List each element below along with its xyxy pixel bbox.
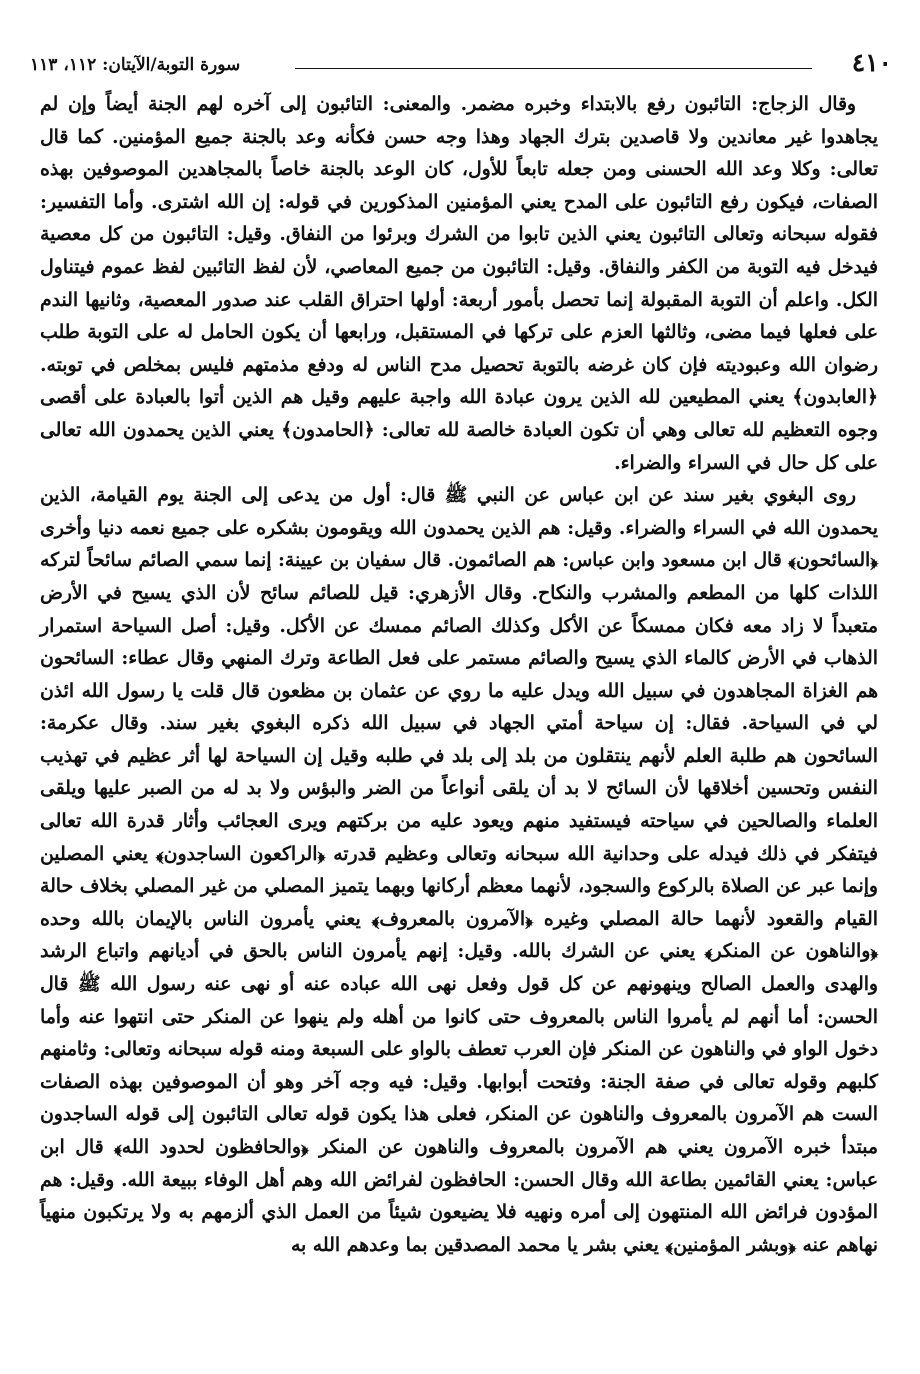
paragraph: وقال الزجاج: التائبون رفع بالابتداء وخبره مضمر. والمعنى: التائبون إلى آخره لهم الجنة أيضاً وإن لم يجاهدوا غير معاندين ولا قاصدين بترك الجهاد وهذا وجه حسن فكأنه وعد بالجنة جميع المؤمنين. كما قال تعالى: وكلا وعد الله الحسنى ومن جعله تابعاً للأول، كان الوعد بالجنة خاصاً بالمجاهدين الموصوفين بهذه الصفات، فيكون رفع التائبون على المدح يعني المؤمنين المذكورين في قوله: إن الله اشترى. وأما التفسير: فقوله سبحانه وتعالى التائبون يعني الذين تابوا من الشرك وبرئوا من النفاق. وقيل: التائبون من كل معصية فيدخل فيه التوبة من الكفر والنفاق. وقيل: التائبون من جميع المعاصي، لأن لفظ التائبين لفظ عموم فيتناول الكل. واعلم أن التوبة المقبولة إنما تحصل بأمور أربعة: أولها احتراق القلب عند صدور المعصية، وثانيها الندم على فعلها فيما مضى، وثالثها العزم على تركها في المستقبل، ورابعها أن يكون الحامل له على التوبة طلب رضوان الله وعبوديته فإن كان غرضه بالتوبة تحصيل مدح الناس له ودفع مذمتهم فليس بمخلص في توبته. ﴿العابدون﴾ يعني المطيعين لله الذين يرون عبادة الله واجبة عليهم وقيل هم الذين أتوا بالعبادة على أقصى وجوه التعظيم لله تعالى وهي أن تكون العبادة خالصة لله تعالى: ﴿الحامدون﴾ يعني الذين يحمدون الله تعالى على كل حال في السراء والضراء. bbox=[40, 93, 878, 474]
page-number: ٤١٠ bbox=[851, 48, 892, 77]
header-rule bbox=[295, 68, 812, 69]
running-title: سورة التوبة/الآيتان: ١١٢، ١١٣ bbox=[30, 55, 241, 75]
body-text bbox=[40, 88, 878, 1261]
paragraph: روى البغوي بغير سند عن ابن عباس عن النبي ﷺ قال: أول من يدعى إلى الجنة يوم القيامة، الذين يحمدون الله في السراء والضراء. وقيل: هم الذين يحمدون الله ويقومون بشكره على جميع نعمه دنيا وأخرى ﴿السائحون﴾ قال ابن مسعود وابن عباس: هم الصائمون. قال سفيان بن عيينة: إنما سمي الصائم سائحاً لتركه اللذات كلها من المطعم والمشرب والنكاح. وقال الأزهري: قيل للصائم سائح لأن الذي يسيح في الأرض متعبداً لا زاد معه فكان ممسكاً عن الأكل وكذلك الصائم ممسك عن الأكل. وقيل: أصل السياحة استمرار الذهاب في الأرض كالماء الذي يسيح والصائم مستمر على فعل الطاعة وترك المنهي وقال عطاء: السائحون هم الغزاة المجاهدون في سبيل الله ويدل عليه ما روي عن عثمان بن مظعون قال قلت يا رسول الله ائذن لي في السياحة. فقال: إن سياحة أمتي الجهاد في سبيل الله ذكره البغوي بغير سند. وقال عكرمة: السائحون هم طلبة العلم لأنهم ينتقلون من بلد إلى بلد في طلبه وقيل إن السياحة لها أثر عظيم في تهذيب النفس وتحسين أخلاقها لأن السائح لا بد أن يلقى أنواعاً من الضر والبؤس ولا بد له من الصبر عليها ويلقى العلماء والصالحين في سياحته فيستفيد منهم ويعود عليه من بركتهم ويرى العجائب وأثار قدرة الله تعالى فيتفكر في ذلك فيدله على وحدانية الله سبحانه وتعالى وعظيم قدرته ﴿الراكعون الساجدون﴾ يعني المصلين وإنما عبر عن الصلاة بالركوع والسجود، لأنهما معظم أركانها وبهما يتميز المصلي من غير المصلي بخلاف حالة القيام والقعود لأنهما حالة المصلي وغيره ﴿الآمرون بالمعروف﴾ يعني يأمرون الناس بالإيمان بالله وحده ﴿والناهون عن المنكر﴾ يعني عن الشرك بالله. وقيل: إنهم يأمرون الناس بالحق في أديانهم واتباع الرشد والهدى والعمل الصالح وينهونهم عن كل قول وفعل نهى الله عباده عنه أو نهى عنه رسول الله ﷺ قال الحسن: أما أنهم لم يأمروا الناس بالمعروف حتى كانوا من أهله ولم ينهوا عن المنكر حتى انتهوا عنه وأما دخول الواو في والناهون عن المنكر فإن العرب تعطف بالواو على السبعة ومنه قوله سبحانه وتعالى: وثامنهم كلبهم وقوله تعالى في صفة الجنة: وفتحت أبوابها. وقيل: فيه وجه آخر وهو أن الموصوفين بهذه الصفات الست هم الآمرون بالمعروف والناهون عن المنكر، فعلى هذا يكون قوله تعالى التائبون إلى قوله الساجدون مبتدأ خبره الآمرون يعني هم الآمرون بالمعروف والناهون عن المنكر ﴿والحافظون لحدود الله﴾ قال ابن عباس: يعني القائمين بطاعة الله وقال الحسن: الحافظون لفرائض الله وهم أهل الوفاء ببيعة الله. وقيل: هم المؤدون فرائض الله المنتهون إلى أمره ونهيه فلا يضيعون شيئاً من العمل الذي ألزمهم به ولا يرتكبون منهياً نهاهم عنه ﴿وبشر المؤمنين﴾ يعني بشر يا محمد المصدقين بما وعدهم الله به bbox=[40, 484, 878, 1256]
page-header bbox=[30, 48, 892, 82]
